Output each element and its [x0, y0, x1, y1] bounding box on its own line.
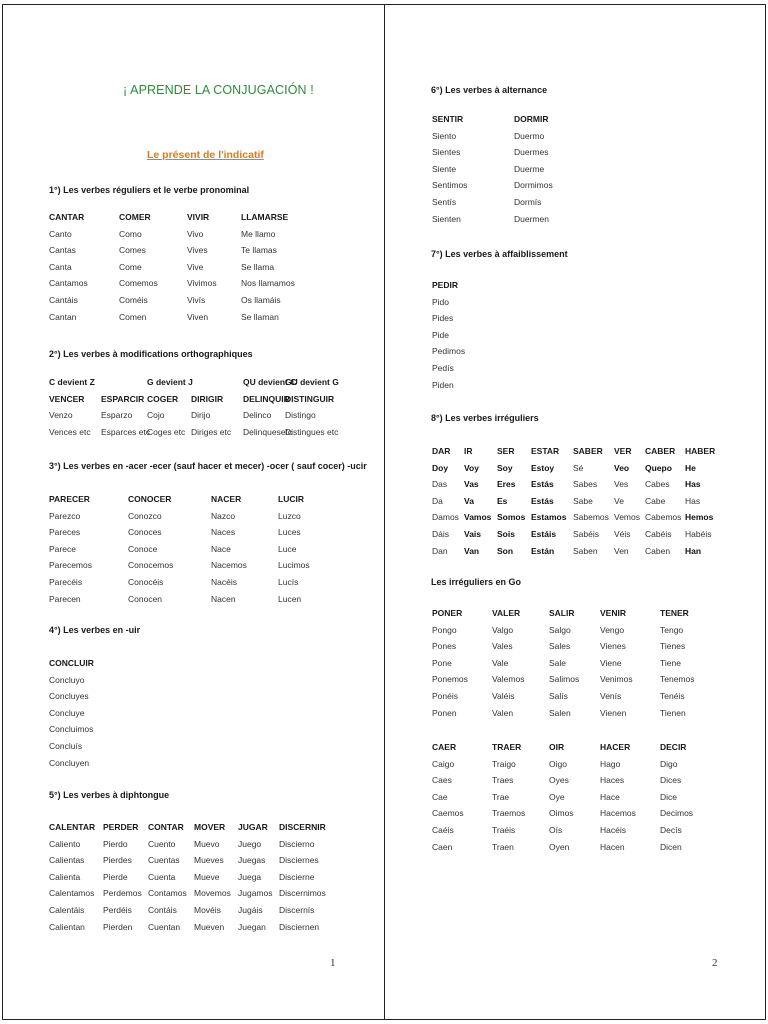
- conjugation-cell: Sentís: [432, 197, 457, 207]
- conjugation-cell: Caemos: [432, 808, 464, 819]
- conjugation-cell: Juegas: [238, 855, 266, 866]
- conjugation-cell: Concluye: [49, 707, 85, 718]
- conjugation-cell: Vivo: [187, 228, 204, 239]
- conjugation-cell: Salís: [549, 691, 568, 701]
- verb-header-vencer: VENCER: [49, 393, 85, 404]
- conjugation-cell: Es: [497, 495, 508, 506]
- conjugation-cell: Vives: [187, 245, 208, 256]
- conjugation-cell: Vales: [492, 641, 513, 652]
- verb-header-nacer: NACER: [211, 494, 242, 504]
- conjugation-cell: Perdemos: [103, 888, 142, 899]
- conjugation-cell: Trae: [492, 791, 510, 802]
- conjugation-cell: Distingues etc: [285, 426, 339, 437]
- conjugation-cell: Duermes: [514, 147, 549, 158]
- verb-header-lucir: LUCIR: [278, 494, 304, 504]
- conjugation-cell: Oyen: [549, 841, 570, 852]
- conjugation-cell: Concluimos: [49, 724, 94, 735]
- conjugation-cell: Cuento: [148, 838, 176, 849]
- conjugation-cell: Traigo: [492, 758, 516, 769]
- conjugation-cell: Traen: [492, 841, 514, 852]
- conjugation-cell: Sienten: [432, 213, 461, 224]
- conjugation-cell: Distingo: [285, 410, 316, 421]
- conjugation-cell: Nazco: [211, 510, 236, 521]
- conjugation-cell: Delinco: [243, 410, 272, 421]
- verb-header-vencer: C devient Z: [49, 377, 95, 387]
- conjugation-cell: Valemos: [492, 674, 525, 685]
- page-subtitle: Le présent de l'indicatif: [147, 149, 264, 161]
- conjugation-cell: Cabes: [645, 479, 670, 490]
- conjugation-cell: Discierno: [279, 838, 315, 849]
- conjugation-cell: Cantáis: [49, 295, 78, 305]
- conjugation-cell: Duermen: [514, 213, 549, 224]
- conjugation-cell: Lucís: [278, 577, 299, 587]
- conjugation-cell: Cabéis: [645, 529, 672, 539]
- conjugation-cell: Parece: [49, 543, 76, 554]
- page-2: [385, 4, 766, 1020]
- conjugation-cell: Valen: [492, 707, 514, 718]
- conjugation-cell: Mueven: [194, 921, 225, 932]
- conjugation-cell: Salen: [549, 707, 571, 718]
- conjugation-cell: Dices: [660, 775, 682, 786]
- conjugation-cell: Esparces etc: [101, 426, 151, 437]
- conjugation-cell: Caen: [432, 841, 453, 852]
- conjugation-cell: Conocemos: [128, 560, 174, 571]
- conjugation-cell: Soy: [497, 462, 513, 473]
- conjugation-cell: Vas: [464, 479, 479, 490]
- conjugation-cell: Dáis: [432, 529, 450, 539]
- conjugation-cell: Pongo: [432, 624, 457, 635]
- conjugation-cell: Hace: [600, 791, 620, 802]
- conjugation-cell: Pierden: [103, 921, 133, 932]
- conjugation-cell: Sabes: [573, 479, 598, 490]
- conjugation-cell: Oyes: [549, 775, 569, 786]
- page-title: ¡ APRENDE LA CONJUGACIÓN !: [123, 83, 314, 97]
- conjugation-cell: Has: [685, 479, 701, 490]
- conjugation-cell: Pones: [432, 641, 457, 652]
- page-number: 2: [712, 957, 718, 969]
- conjugation-cell: Os llamáis: [241, 295, 281, 305]
- conjugation-cell: Duermo: [514, 130, 545, 141]
- verb-header-calentar: CALENTAR: [49, 822, 96, 832]
- conjugation-cell: Pide: [432, 329, 450, 340]
- conjugation-cell: Pone: [432, 657, 452, 668]
- conjugation-cell: Dirijo: [191, 410, 211, 421]
- conjugation-cell: Hacen: [600, 841, 625, 852]
- conjugation-cell: Cuentas: [148, 855, 180, 866]
- conjugation-cell: Conocen: [128, 593, 163, 604]
- verb-header-traer: TRAER: [492, 742, 522, 752]
- section-heading: 2°) Les verbes à modifications orthographiques: [49, 349, 253, 359]
- conjugation-cell: Ves: [614, 479, 629, 490]
- verb-header-llamarse: LLAMARSE: [241, 212, 289, 222]
- verb-header-ir: IR: [464, 446, 473, 456]
- conjugation-cell: Siento: [432, 130, 457, 141]
- conjugation-cell: Delinquesetc: [243, 426, 293, 437]
- conjugation-cell: Valéis: [492, 691, 515, 701]
- section-heading: 3°) Les verbes en -acer -ecer (sauf hacer et mecer) -ocer ( sauf cocer) -ucir: [49, 461, 367, 471]
- verb-header-tener: TENER: [660, 608, 689, 618]
- conjugation-cell: Están: [531, 545, 555, 556]
- conjugation-cell: Tenéis: [660, 691, 685, 701]
- conjugation-cell: Vences etc: [49, 426, 91, 437]
- conjugation-cell: Salimos: [549, 674, 580, 685]
- conjugation-cell: Duerme: [514, 163, 545, 174]
- conjugation-cell: Vengo: [600, 624, 625, 635]
- conjugation-cell: Tiene: [660, 657, 681, 668]
- verb-header-comer: COMER: [119, 212, 151, 222]
- verb-header-perder: PERDER: [103, 822, 139, 832]
- conjugation-cell: Conoces: [128, 527, 162, 538]
- conjugation-cell: Pides: [432, 313, 454, 324]
- conjugation-cell: Lucimos: [278, 560, 310, 571]
- conjugation-cell: Van: [464, 545, 480, 556]
- conjugation-cell: Cantas: [49, 245, 76, 256]
- verb-header-concluir: CONCLUIR: [49, 658, 94, 668]
- conjugation-cell: Sabéis: [573, 529, 599, 539]
- verb-header-valer: VALER: [492, 608, 521, 618]
- verb-header-esparcir: ESPARCIR: [101, 393, 145, 404]
- conjugation-cell: Parecen: [49, 593, 81, 604]
- conjugation-cell: Venzo: [49, 410, 73, 421]
- conjugation-cell: Dan: [432, 545, 448, 556]
- conjugation-cell: Discernís: [279, 905, 315, 915]
- section-heading: 7°) Les verbes à affaiblissement: [431, 249, 568, 259]
- conjugation-cell: Digo: [660, 758, 678, 769]
- section-heading: 8°) Les verbes irréguliers: [431, 413, 539, 423]
- conjugation-cell: Como: [119, 228, 142, 239]
- conjugation-cell: Parezco: [49, 510, 81, 521]
- verb-header-poner: PONER: [432, 608, 463, 618]
- conjugation-cell: Te llamas: [241, 245, 277, 256]
- conjugation-cell: Sabe: [573, 495, 593, 506]
- page-1: [2, 4, 385, 1020]
- verb-header-haber: HABER: [685, 446, 716, 456]
- conjugation-cell: Movemos: [194, 888, 231, 899]
- conjugation-cell: Mueve: [194, 871, 220, 882]
- conjugation-cell: Hacéis: [600, 825, 626, 835]
- conjugation-cell: Caigo: [432, 758, 455, 769]
- conjugation-cell: Comemos: [119, 278, 158, 289]
- conjugation-cell: Comen: [119, 311, 147, 322]
- conjugation-cell: Calentáis: [49, 905, 85, 915]
- conjugation-cell: Traes: [492, 775, 514, 786]
- conjugation-cell: Pierdes: [103, 855, 132, 866]
- verb-header-cantar: CANTAR: [49, 212, 85, 222]
- conjugation-cell: Decís: [660, 825, 682, 835]
- verb-header-dar: DAR: [432, 446, 451, 456]
- conjugation-cell: Vienen: [600, 707, 627, 718]
- conjugation-cell: Ponen: [432, 707, 457, 718]
- verb-header-hacer: HACER: [600, 742, 631, 752]
- conjugation-cell: Cojo: [147, 410, 165, 421]
- conjugation-cell: Hago: [600, 758, 621, 769]
- conjugation-cell: Concluyo: [49, 674, 85, 685]
- conjugation-cell: Vemos: [614, 512, 640, 523]
- verb-header-caber: CABER: [645, 446, 676, 456]
- conjugation-cell: Tenemos: [660, 674, 695, 685]
- conjugation-cell: Vais: [464, 529, 482, 539]
- conjugation-cell: Calientan: [49, 921, 85, 932]
- conjugation-cell: Quepo: [645, 462, 672, 473]
- conjugation-cell: Conozco: [128, 510, 162, 521]
- conjugation-cell: Dormimos: [514, 180, 553, 191]
- conjugation-cell: Ponéis: [432, 691, 458, 701]
- conjugation-cell: Sientes: [432, 147, 461, 158]
- conjugation-cell: Pido: [432, 296, 450, 307]
- conjugation-cell: Son: [497, 545, 514, 556]
- verb-header-delinquir: QU devient C: [243, 377, 297, 387]
- conjugation-cell: Comes: [119, 245, 146, 256]
- verb-header-venir: VENIR: [600, 608, 626, 618]
- conjugation-cell: Decimos: [660, 808, 694, 819]
- conjugation-cell: Calienta: [49, 871, 81, 882]
- conjugation-cell: Contáis: [148, 905, 177, 915]
- conjugation-cell: Perdéis: [103, 905, 132, 915]
- verb-header-salir: SALIR: [549, 608, 575, 618]
- conjugation-cell: Hacemos: [600, 808, 636, 819]
- verb-header-coger: COGER: [147, 393, 179, 404]
- conjugation-cell: Sentimos: [432, 180, 468, 191]
- conjugation-cell: Luces: [278, 527, 301, 538]
- verb-header-caer: CAER: [432, 742, 457, 752]
- verb-header-sentir: SENTIR: [432, 114, 464, 124]
- conjugation-cell: Voy: [464, 462, 479, 473]
- conjugation-cell: Muevo: [194, 838, 220, 849]
- conjugation-cell: Véis: [614, 529, 631, 539]
- conjugation-cell: Somos: [497, 512, 526, 523]
- conjugation-cell: Pierde: [103, 871, 128, 882]
- conjugation-cell: Contamos: [148, 888, 187, 899]
- conjugation-cell: Cuentan: [148, 921, 181, 932]
- conjugation-cell: Ven: [614, 545, 629, 556]
- conjugation-cell: Va: [464, 495, 474, 506]
- conjugation-cell: Nacen: [211, 593, 236, 604]
- conjugation-cell: Luzco: [278, 510, 301, 521]
- section-heading: Les irréguliers en Go: [431, 577, 522, 587]
- conjugation-cell: Venís: [600, 691, 622, 701]
- conjugation-cell: Caéis: [432, 825, 454, 835]
- conjugation-cell: Estoy: [531, 462, 555, 473]
- conjugation-cell: Caes: [432, 775, 452, 786]
- conjugation-cell: Damos: [432, 512, 459, 523]
- conjugation-cell: Ponemos: [432, 674, 468, 685]
- conjugation-cell: Vivís: [187, 295, 206, 305]
- conjugation-cell: Oís: [549, 825, 563, 835]
- conjugation-cell: Se llama: [241, 261, 275, 272]
- conjugation-cell: Coges etc: [147, 426, 186, 437]
- conjugation-cell: Oimos: [549, 808, 574, 819]
- section-heading: 5°) Les verbes à diphtongue: [49, 790, 170, 800]
- conjugation-cell: Lucen: [278, 593, 302, 604]
- conjugation-cell: Nace: [211, 543, 231, 554]
- conjugation-cell: Sales: [549, 641, 571, 652]
- conjugation-cell: Tienes: [660, 641, 686, 652]
- conjugation-cell: Sois: [497, 529, 515, 539]
- conjugation-cell: Has: [685, 495, 701, 506]
- conjugation-cell: Conocéis: [128, 577, 164, 587]
- conjugation-cell: Oye: [549, 791, 565, 802]
- conjugation-cell: Cuenta: [148, 871, 176, 882]
- page-number: 1: [330, 957, 336, 969]
- verb-header-mover: MOVER: [194, 822, 226, 832]
- conjugation-cell: Vivimos: [187, 278, 217, 289]
- conjugation-cell: Sé: [573, 462, 584, 473]
- conjugation-cell: Viven: [187, 311, 209, 322]
- conjugation-cell: Se llaman: [241, 311, 279, 322]
- conjugation-cell: Hemos: [685, 512, 714, 523]
- conjugation-cell: Pedís: [432, 363, 454, 373]
- conjugation-cell: Come: [119, 261, 142, 272]
- conjugation-cell: Venimos: [600, 674, 633, 685]
- verb-header-vivir: VIVIR: [187, 212, 210, 222]
- conjugation-cell: Viene: [600, 657, 622, 668]
- verb-header-dormir: DORMIR: [514, 114, 549, 124]
- conjugation-cell: Canta: [49, 261, 72, 272]
- verb-header-dirigir: DIRIGIR: [191, 393, 224, 404]
- conjugation-cell: Canto: [49, 228, 72, 239]
- conjugation-cell: Concluís: [49, 741, 83, 751]
- conjugation-cell: Conoce: [128, 543, 158, 554]
- conjugation-cell: Mueves: [194, 855, 224, 866]
- conjugation-cell: Traéis: [492, 825, 516, 835]
- conjugation-cell: Caben: [645, 545, 671, 556]
- verb-header-saber: SABER: [573, 446, 603, 456]
- conjugation-cell: Discierne: [279, 871, 315, 882]
- conjugation-cell: Nacemos: [211, 560, 247, 571]
- conjugation-cell: Diriges etc: [191, 426, 232, 437]
- conjugation-cell: Disciernes: [279, 855, 319, 866]
- conjugation-cell: Estás: [531, 495, 554, 506]
- conjugation-cell: Caliento: [49, 838, 81, 849]
- section-heading: 1°) Les verbes réguliers et le verbe pronominal: [49, 185, 250, 195]
- conjugation-cell: Jugáis: [238, 905, 263, 915]
- conjugation-cell: Eres: [497, 479, 516, 490]
- verb-header-oir: OIR: [549, 742, 565, 752]
- conjugation-cell: Sale: [549, 657, 567, 668]
- conjugation-cell: Calientas: [49, 855, 85, 866]
- section-heading: 4°) Les verbes en -uir: [49, 625, 141, 635]
- conjugation-cell: Me llamo: [241, 228, 276, 239]
- conjugation-cell: Concluyes: [49, 691, 89, 702]
- conjugation-cell: Tengo: [660, 624, 684, 635]
- conjugation-cell: Nacéis: [211, 577, 237, 587]
- conjugation-cell: Doy: [432, 462, 449, 473]
- conjugation-cell: Valgo: [492, 624, 514, 635]
- conjugation-cell: Vamos: [464, 512, 492, 523]
- conjugation-cell: Pareces: [49, 527, 81, 538]
- conjugation-cell: Cabemos: [645, 512, 682, 523]
- conjugation-cell: Vale: [492, 657, 509, 668]
- conjugation-cell: Juegan: [238, 921, 266, 932]
- conjugation-cell: Estamos: [531, 512, 567, 523]
- conjugation-cell: Dicen: [660, 841, 682, 852]
- verb-header-coger: G devient J: [147, 377, 193, 387]
- conjugation-cell: Siente: [432, 163, 457, 174]
- verb-header-distinguir: GU devient G: [285, 377, 339, 387]
- conjugation-cell: Cantamos: [49, 278, 88, 289]
- conjugation-cell: Piden: [432, 379, 454, 390]
- conjugation-cell: Estás: [531, 479, 554, 490]
- conjugation-cell: Juego: [238, 838, 262, 849]
- conjugation-cell: Han: [685, 545, 702, 556]
- conjugation-cell: Parecemos: [49, 560, 92, 571]
- conjugation-cell: Estáis: [531, 529, 557, 539]
- conjugation-cell: Pierdo: [103, 838, 128, 849]
- verb-header-pedir: PEDIR: [432, 280, 458, 290]
- conjugation-cell: He: [685, 462, 696, 473]
- conjugation-cell: Oigo: [549, 758, 567, 769]
- conjugation-cell: Naces: [211, 527, 236, 538]
- conjugation-cell: Parecéis: [49, 577, 83, 587]
- conjugation-cell: Sabemos: [573, 512, 609, 523]
- conjugation-cell: Calentamos: [49, 888, 95, 899]
- conjugation-cell: Disciernen: [279, 921, 320, 932]
- conjugation-cell: Traemos: [492, 808, 526, 819]
- section-heading: 6°) Les verbes à alternance: [431, 85, 548, 95]
- conjugation-cell: Tienen: [660, 707, 686, 718]
- conjugation-cell: Habéis: [685, 529, 712, 539]
- conjugation-cell: Cabe: [645, 495, 666, 506]
- verb-header-parecer: PARECER: [49, 494, 90, 504]
- conjugation-cell: Saben: [573, 545, 598, 556]
- conjugation-cell: Dice: [660, 791, 678, 802]
- conjugation-cell: Dormís: [514, 197, 542, 207]
- conjugation-cell: Da: [432, 495, 443, 506]
- conjugation-cell: Cae: [432, 791, 448, 802]
- verb-header-distinguir: DISTINGUIR: [285, 393, 335, 404]
- conjugation-cell: Movéis: [194, 905, 221, 915]
- verb-header-discernir: DISCERNIR: [279, 822, 326, 832]
- conjugation-cell: Nos llamamos: [241, 278, 295, 289]
- verb-header-ver: VER: [614, 446, 632, 456]
- conjugation-cell: Jugamos: [238, 888, 273, 899]
- conjugation-cell: Ve: [614, 495, 624, 506]
- verb-header-decir: DECIR: [660, 742, 687, 752]
- conjugation-cell: Pedimos: [432, 346, 466, 357]
- conjugation-cell: Vive: [187, 261, 204, 272]
- conjugation-cell: Haces: [600, 775, 625, 786]
- conjugation-cell: Cantan: [49, 311, 77, 322]
- conjugation-cell: Luce: [278, 543, 297, 554]
- conjugation-cell: Discernimos: [279, 888, 326, 899]
- conjugation-cell: Concluyen: [49, 757, 90, 768]
- conjugation-cell: Salgo: [549, 624, 571, 635]
- verb-header-ser: SER: [497, 446, 515, 456]
- verb-header-estar: ESTAR: [531, 446, 560, 456]
- conjugation-cell: Veo: [614, 462, 630, 473]
- verb-header-contar: CONTAR: [148, 822, 184, 832]
- conjugation-cell: Vienes: [600, 641, 626, 652]
- verb-header-jugar: JUGAR: [238, 822, 268, 832]
- conjugation-cell: Coméis: [119, 295, 148, 305]
- conjugation-cell: Esparzo: [101, 410, 133, 421]
- verb-header-conocer: CONOCER: [128, 494, 172, 504]
- conjugation-cell: Juega: [238, 871, 262, 882]
- conjugation-cell: Das: [432, 479, 448, 490]
- verb-header-delinquir: DELINQUIR: [243, 393, 290, 404]
